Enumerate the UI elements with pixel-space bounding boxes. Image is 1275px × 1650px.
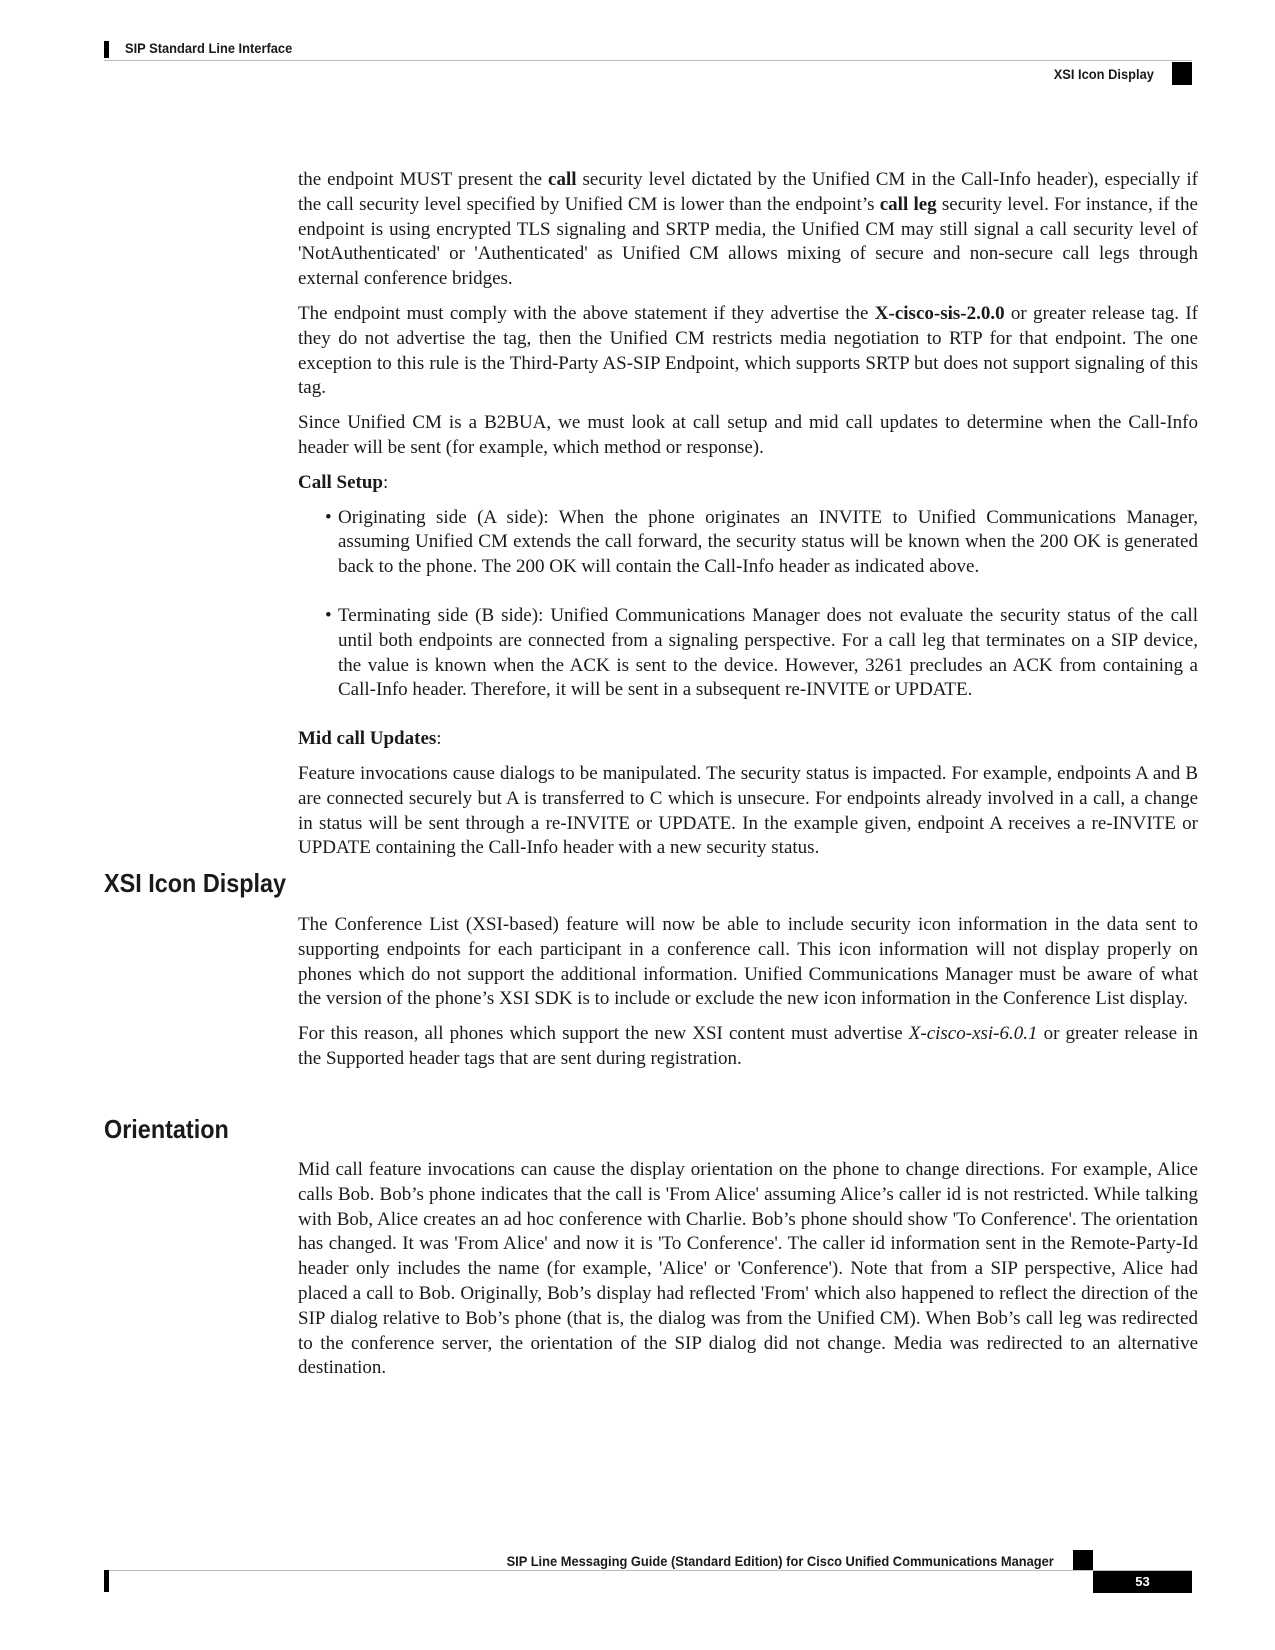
call-setup-heading: Call Setup: xyxy=(298,471,389,493)
xsi-section-body xyxy=(298,913,1198,1082)
orientation-section-body xyxy=(298,1158,1198,1391)
header-right-marker xyxy=(1172,62,1192,85)
header-left-bar xyxy=(104,41,109,58)
running-header-chapter: SIP Standard Line Interface xyxy=(125,40,293,56)
footer-left-bar xyxy=(104,1570,109,1592)
section-heading-xsi-icon-display: XSI Icon Display xyxy=(104,868,287,898)
xsi-paragraph-2: For this reason, all phones which support the new XSI content must advertise X-cisco-xsi-6.0.1 or greater release in the Supported header tags that are sent during registration. xyxy=(298,1023,1198,1069)
page-number: 53 xyxy=(1093,1571,1192,1593)
xsi-paragraph-1: The Conference List (XSI-based) feature will now be able to include security icon information in the data sent to supporting endpoints for each participant in a conference call. This icon information will not display properly on phones which do not support the additional information. Unified Communications Manager must be aware of what the version of the phone’s XSI SDK is to include or exclude the new icon information in the Conference List display. xyxy=(298,914,1198,1010)
mid-call-heading: Mid call Updates: xyxy=(298,728,442,750)
orientation-paragraph: Mid call feature invocations can cause the display orientation on the phone to change directions. For example, Alice calls Bob. Bob’s phone indicates that the call is 'From Alice' assuming Alice’s caller id is not restricted. While talking with Bob, Alice creates an ad hoc conference with Charlie. Bob’s phone should show 'To Conference'. The orientation has changed. It was 'From Alice' and now it is 'To Conference'. The caller id information sent in the Remote-Party-Id header only includes the name (for example, 'Alice' or 'Conference'). Note that from a SIP perspective, Alice had placed a call to Bob. Originally, Bob’s display had reflected 'From' which also happened to reflect the direction of the SIP dialog relative to Bob’s phone (that is, the dialog was from the Unified CM). When Bob’s call leg was redirected to the conference server, the orientation of the SIP dialog did not change. Media was redirected to an alternative destination. xyxy=(298,1159,1198,1379)
footer-guide-title: SIP Line Messaging Guide (Standard Edition) for Cisco Unified Communications Manager xyxy=(506,1553,1054,1569)
mid-call-paragraph: Feature invocations cause dialogs to be manipulated. The security status is impacted. For example, endpoints A and B are connected securely but A is transferred to C which is unsecure. For endpoints already involved in a call, a change in status will be sent through a re-INVITE or UPDATE. In the example given, endpoint A receives a re-INVITE or UPDATE containing the Call-Info header with a new security status. xyxy=(298,762,1198,859)
call-setup-list xyxy=(298,506,1198,704)
intro-block xyxy=(298,168,1198,871)
intro-paragraph-3: Since Unified CM is a B2BUA, we must look at call setup and mid call updates to determine when the Call-Info header will be sent (for example, which method or response). xyxy=(298,412,1198,458)
footer-marker xyxy=(1073,1550,1093,1570)
running-header-section: XSI Icon Display xyxy=(1053,66,1154,82)
intro-paragraph-1: the endpoint MUST present the call security level dictated by the Unified CM in the Call-Info header), especially if the call security level specified by Unified CM is lower than the endpoint’s call leg security level. For instance, if the endpoint is using encrypted TLS signaling and SRTP media, the Unified CM may still signal a call security level of 'NotAuthenticated' or 'Authenticated' as Unified CM allows mixing of secure and non-secure call legs through external conference bridges. xyxy=(298,169,1198,290)
list-item: • Originating side (A side): When the phone originates an INVITE to Unified Communications Manager, assuming Unified CM extends the call forward, the security status will be known when the 200 OK is generated back to the phone. The 200 OK will contain the Call-Info header as indicated above. xyxy=(338,506,1198,580)
list-item: • Terminating side (B side): Unified Communications Manager does not evaluate the security status of the call until both endpoints are connected from a signaling perspective. For a call leg that terminates on a SIP device, the value is known when the ACK is sent to the device. However, 3261 precludes an ACK from containing a Call-Info header. Therefore, it will be sent in a subsequent re-INVITE or UPDATE. xyxy=(338,604,1198,703)
header-rule xyxy=(104,60,1192,61)
section-heading-orientation: Orientation xyxy=(104,1114,229,1144)
footer-rule xyxy=(104,1570,1192,1571)
intro-paragraph-2: The endpoint must comply with the above statement if they advertise the X-cisco-sis-2.0.0 or greater release tag. If they do not advertise the tag, then the Unified CM restricts media negotiation to RTP for that endpoint. The one exception to this rule is the Third-Party AS-SIP Endpoint, which supports SRTP but does not support signaling of this tag. xyxy=(298,302,1198,399)
